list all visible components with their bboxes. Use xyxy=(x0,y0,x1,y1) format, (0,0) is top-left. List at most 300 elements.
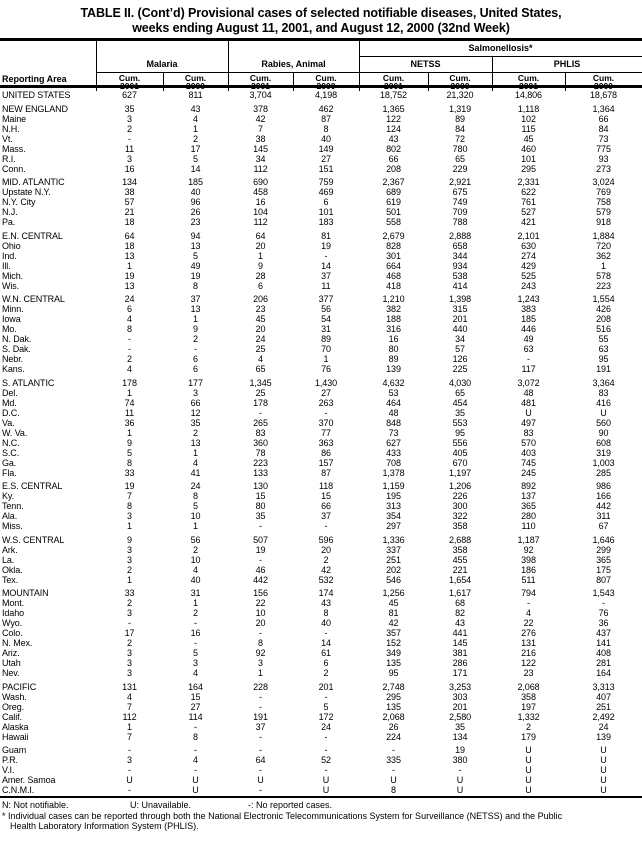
cell-value: 5 xyxy=(127,447,132,458)
row-label: NEW ENGLAND xyxy=(2,103,68,114)
cell-value: - xyxy=(527,598,530,608)
cell-value: 2 xyxy=(193,133,198,144)
row-label: Kans. xyxy=(2,364,25,374)
cell-value: 34 xyxy=(455,334,465,344)
table-title xyxy=(0,0,642,35)
cell-value: - xyxy=(128,133,131,144)
cell-value: 507 xyxy=(253,534,268,545)
cell-value: 405 xyxy=(452,447,468,458)
cell-value: 380 xyxy=(452,755,468,765)
table-row xyxy=(0,565,642,575)
table-row xyxy=(0,124,642,134)
cell-value: 807 xyxy=(596,574,611,585)
cell-value: 25 xyxy=(255,344,266,354)
row-label: Ala. xyxy=(2,511,18,521)
cell-value: 1,364 xyxy=(592,103,615,114)
table-row xyxy=(0,755,642,765)
table-row xyxy=(0,187,642,197)
cell-value: 1 xyxy=(127,260,132,271)
cell-value: 18,752 xyxy=(380,90,407,100)
cell-value: 17 xyxy=(190,143,201,154)
cell-value: 245 xyxy=(521,467,536,478)
table-row xyxy=(0,702,642,712)
cell-value: 24 xyxy=(124,294,135,304)
cell-value: 26 xyxy=(190,207,201,217)
cell-value: - xyxy=(194,638,197,648)
cell-value: 64 xyxy=(255,755,266,765)
row-label: Maine xyxy=(2,113,27,124)
cell-value: 18 xyxy=(124,217,135,227)
cell-value: 481 xyxy=(521,397,536,408)
cell-value: 1,118 xyxy=(517,103,540,114)
cell-value: 185 xyxy=(188,177,203,187)
cell-value: 441 xyxy=(452,628,468,638)
cell-value: 152 xyxy=(386,638,401,648)
cell-value: 1,554 xyxy=(592,294,615,304)
cell-value: 579 xyxy=(596,207,611,217)
cell-value: 553 xyxy=(452,417,468,428)
cell-value: 19 xyxy=(190,270,201,281)
cell-value: U xyxy=(600,755,607,765)
cell-value: 460 xyxy=(521,143,536,154)
cell-value: 3,704 xyxy=(249,90,272,100)
cell-value: 188 xyxy=(386,314,401,324)
cell-value: 383 xyxy=(521,304,536,314)
cell-value: 23 xyxy=(523,668,534,678)
table-row xyxy=(0,428,642,438)
cell-value: 7 xyxy=(127,491,132,501)
table-row xyxy=(0,588,642,598)
cell-value: 4,198 xyxy=(314,90,338,100)
row-label: Conn. xyxy=(2,163,26,174)
cell-value: 8 xyxy=(127,501,132,511)
cell-value: 1,210 xyxy=(382,294,405,304)
cell-value: 1 xyxy=(127,387,132,398)
cell-value: 178 xyxy=(253,397,268,408)
cell-value: 104 xyxy=(253,207,268,217)
cell-value: 48 xyxy=(523,387,534,398)
cell-value: 223 xyxy=(253,457,268,468)
cell-value: 89 xyxy=(321,334,331,344)
cell-value: 3 xyxy=(127,608,132,618)
cell-value: 3,072 xyxy=(517,377,540,388)
cell-value: 15 xyxy=(255,491,266,501)
cell-value: 1,332 xyxy=(517,711,540,722)
cell-value: 8 xyxy=(193,491,198,501)
table-row xyxy=(0,722,642,732)
year-label: 2001 xyxy=(519,81,538,91)
cell-value: 630 xyxy=(521,240,536,251)
cell-value: 398 xyxy=(521,554,536,565)
cell-value: 690 xyxy=(253,177,268,187)
cell-value: - xyxy=(259,745,262,755)
cell-value: 675 xyxy=(452,187,468,197)
cell-value: 664 xyxy=(386,260,401,271)
row-label: Fla. xyxy=(2,467,17,478)
cell-value: 6 xyxy=(323,658,329,668)
table-row xyxy=(0,608,642,618)
cell-value: 437 xyxy=(596,628,611,638)
row-label: Upstate N.Y. xyxy=(2,187,51,197)
legend-not-notifiable: N: Not notifiable. xyxy=(2,800,69,810)
cell-value: 6 xyxy=(323,197,329,207)
cell-value: 295 xyxy=(521,163,536,174)
table-row xyxy=(0,535,642,545)
cell-value: 56 xyxy=(190,534,201,545)
cell-value: - xyxy=(602,598,605,608)
table-row xyxy=(0,294,642,304)
region-group xyxy=(0,90,642,100)
row-label: P.R. xyxy=(2,755,18,765)
cell-value: 556 xyxy=(452,437,468,448)
table-row xyxy=(0,164,642,174)
cell-value: 344 xyxy=(452,250,468,261)
cell-value: 16 xyxy=(190,628,201,638)
cell-value: 78 xyxy=(255,447,266,458)
cell-value: 934 xyxy=(452,260,468,271)
cell-value: 538 xyxy=(452,270,468,281)
cell-value: 65 xyxy=(455,387,465,398)
cell-value: 36 xyxy=(124,417,135,428)
table-row xyxy=(0,388,642,398)
cell-value: U xyxy=(525,745,532,755)
cell-value: 35 xyxy=(455,407,465,418)
cell-value: 311 xyxy=(596,511,611,521)
cell-value: 76 xyxy=(598,608,609,618)
cell-value: 2,888 xyxy=(448,230,472,241)
cell-value: 87 xyxy=(321,467,331,478)
cell-value: 101 xyxy=(521,153,536,164)
table-row xyxy=(0,217,642,227)
cell-value: - xyxy=(128,745,131,755)
cell-value: 53 xyxy=(388,387,399,398)
cell-value: 3 xyxy=(127,511,132,521)
cell-value: 25 xyxy=(255,387,266,398)
cell-value: 407 xyxy=(596,691,611,702)
table-row xyxy=(0,692,642,702)
cell-value: 67 xyxy=(598,521,609,531)
cell-value: 365 xyxy=(521,501,536,511)
cell-value: 19 xyxy=(124,481,135,491)
cell-value: 20 xyxy=(255,618,266,628)
region-group xyxy=(0,745,642,795)
cell-value: 2 xyxy=(193,608,198,618)
cell-value: 131 xyxy=(521,638,536,648)
cell-value: 49 xyxy=(523,334,534,344)
cell-value: 40 xyxy=(321,618,331,628)
column-group-phlis: PHLIS xyxy=(553,59,581,69)
cell-value: 83 xyxy=(598,387,609,398)
cell-value: 2,068 xyxy=(517,681,540,692)
cell-value: 43 xyxy=(455,618,465,628)
cell-value: 358 xyxy=(452,521,468,531)
cell-value: 46 xyxy=(255,564,266,575)
cell-value: 1,543 xyxy=(592,588,615,598)
cell-value: - xyxy=(128,785,131,795)
cell-value: 80 xyxy=(388,344,399,354)
cell-value: 986 xyxy=(596,481,611,491)
cell-value: 828 xyxy=(386,240,401,251)
cell-value: 43 xyxy=(321,598,331,608)
cell-value: 532 xyxy=(318,574,334,585)
cell-value: 65 xyxy=(455,153,465,164)
row-label: Ga. xyxy=(2,457,17,468)
row-label: Amer. Samoa xyxy=(2,775,56,785)
cell-value: 354 xyxy=(386,511,401,521)
cell-value: 23 xyxy=(255,304,266,314)
table-row xyxy=(0,468,642,478)
row-label: Wis. xyxy=(2,280,20,291)
table-row xyxy=(0,555,642,565)
table-row xyxy=(0,765,642,775)
cell-value: 41 xyxy=(190,467,201,478)
table-row xyxy=(0,271,642,281)
cell-value: 20 xyxy=(321,544,331,555)
cell-value: 13 xyxy=(190,304,201,314)
row-label: V.I. xyxy=(2,765,15,775)
cell-value: 2,101 xyxy=(517,230,540,241)
cell-value: 1 xyxy=(193,521,198,531)
cell-value: 61 xyxy=(321,648,331,658)
cell-value: 31 xyxy=(190,588,201,598)
row-label: Hawaii xyxy=(2,731,29,742)
cell-value: 1 xyxy=(323,354,329,364)
cell-value: 3 xyxy=(127,544,132,555)
region-group xyxy=(0,378,642,478)
cell-value: 546 xyxy=(386,574,401,585)
cell-value: - xyxy=(392,745,395,755)
cell-value: 295 xyxy=(386,691,401,702)
cell-value: 243 xyxy=(521,280,536,291)
row-label: PACIFIC xyxy=(2,681,37,692)
cell-value: - xyxy=(128,334,131,344)
cell-value: 112 xyxy=(253,163,268,174)
table-row xyxy=(0,104,642,114)
cell-value: 8 xyxy=(323,123,329,134)
cell-value: 511 xyxy=(521,574,536,585)
row-label: Okla. xyxy=(2,564,23,575)
cell-value: 360 xyxy=(253,437,268,448)
table-row xyxy=(0,378,642,388)
cell-value: 418 xyxy=(386,280,401,291)
table-row xyxy=(0,491,642,501)
row-label: Wyo. xyxy=(2,618,23,628)
cell-value: - xyxy=(259,691,262,702)
cell-value: - xyxy=(194,618,197,628)
column-header-cum-2001 xyxy=(96,74,163,90)
row-label: La. xyxy=(2,554,15,565)
cum-label: Cum. xyxy=(382,73,405,83)
cell-value: 66 xyxy=(321,501,331,511)
cell-value: 43 xyxy=(190,103,201,114)
cell-value: 468 xyxy=(386,270,401,281)
cell-value: 90 xyxy=(598,427,609,438)
cell-value: U xyxy=(600,765,607,775)
cell-value: 433 xyxy=(386,447,401,458)
cell-value: 720 xyxy=(596,240,611,251)
cell-value: 6 xyxy=(193,354,198,364)
cell-value: 57 xyxy=(455,344,465,354)
cell-value: 274 xyxy=(521,250,536,261)
cum-label: Cum. xyxy=(184,73,207,83)
cell-value: 37 xyxy=(321,511,331,521)
cell-value: 9 xyxy=(127,534,132,545)
cell-value: 92 xyxy=(255,648,266,658)
cell-value: 72 xyxy=(455,133,465,144)
region-group xyxy=(0,177,642,227)
row-label: Pa. xyxy=(2,217,16,227)
legend-no-reported-cases: -: No reported cases. xyxy=(248,800,333,810)
cum-label: Cum. xyxy=(315,73,337,83)
cell-value: 183 xyxy=(318,217,334,227)
cell-value: U xyxy=(525,755,532,765)
cell-value: 4 xyxy=(193,564,198,575)
cell-value: 469 xyxy=(318,187,334,197)
cell-value: 442 xyxy=(596,501,611,511)
row-label: Utah xyxy=(2,658,21,668)
cell-value: 14 xyxy=(190,163,201,174)
cell-value: 358 xyxy=(452,544,468,555)
cell-value: U xyxy=(456,785,464,795)
column-header-cum-2000 xyxy=(163,74,228,90)
cell-value: 43 xyxy=(388,133,399,144)
cell-value: 22 xyxy=(255,598,266,608)
cell-value: - xyxy=(458,765,462,775)
table-row xyxy=(0,354,642,364)
cell-value: 416 xyxy=(596,397,611,408)
cell-value: 1,187 xyxy=(517,534,540,545)
cell-value: 608 xyxy=(596,437,611,448)
cell-value: U xyxy=(525,765,532,775)
cell-value: 87 xyxy=(321,113,331,124)
cell-value: 23 xyxy=(190,217,201,227)
cell-value: 93 xyxy=(598,153,609,164)
cell-value: 197 xyxy=(521,701,536,712)
cell-value: 33 xyxy=(124,588,135,598)
cell-value: 206 xyxy=(253,294,268,304)
row-label: Md. xyxy=(2,397,17,408)
cell-value: 1,654 xyxy=(448,574,472,585)
cell-value: 38 xyxy=(124,187,135,197)
cell-value: 14,806 xyxy=(515,90,542,100)
row-label: N.Y. City xyxy=(2,197,36,207)
cum-label: Cum. xyxy=(592,73,615,83)
cell-value: 24 xyxy=(598,721,609,732)
cell-value: 14 xyxy=(321,260,331,271)
cell-value: 201 xyxy=(452,701,468,712)
cell-value: 10 xyxy=(190,554,201,565)
cum-label: Cum. xyxy=(449,73,471,83)
cell-value: 179 xyxy=(521,731,536,742)
row-label: R.I. xyxy=(2,153,16,164)
table-row xyxy=(0,344,642,354)
row-label: Tenn. xyxy=(2,501,24,511)
row-label: S. Dak. xyxy=(2,344,31,354)
cell-value: - xyxy=(392,765,395,775)
table-row xyxy=(0,501,642,511)
year-label: 2001 xyxy=(384,81,403,91)
cell-value: - xyxy=(324,731,328,742)
table-row xyxy=(0,231,642,241)
cell-value: 64 xyxy=(124,230,135,241)
cell-value: 918 xyxy=(596,217,611,227)
row-label: N.C. xyxy=(2,437,20,448)
cell-value: 403 xyxy=(521,447,536,458)
table-row xyxy=(0,324,642,334)
header-rule-salmonellosis xyxy=(359,56,642,57)
row-label: N.J. xyxy=(2,207,18,217)
cell-value: 68 xyxy=(455,598,465,608)
cell-value: 11 xyxy=(124,143,135,154)
cell-value: 1,003 xyxy=(592,457,615,468)
cell-value: - xyxy=(259,731,262,742)
cell-value: - xyxy=(324,745,328,755)
cell-value: 96 xyxy=(190,197,201,207)
cell-value: 527 xyxy=(521,207,536,217)
cell-value: 35 xyxy=(190,417,201,428)
row-label: Wash. xyxy=(2,691,27,702)
cell-value: 280 xyxy=(521,511,536,521)
cell-value: 112 xyxy=(253,217,268,227)
cell-value: 36 xyxy=(598,618,609,628)
cell-value: 3 xyxy=(193,658,198,668)
cell-value: 1,365 xyxy=(382,103,405,114)
cell-value: 2,921 xyxy=(448,177,472,187)
cell-value: - xyxy=(128,765,131,775)
cell-value: 570 xyxy=(521,437,536,448)
column-group-malaria: Malaria xyxy=(146,59,178,69)
cell-value: 66 xyxy=(190,397,201,408)
cell-value: 208 xyxy=(386,163,401,174)
cell-value: 313 xyxy=(386,501,401,511)
cell-value: 84 xyxy=(455,123,465,134)
cell-value: 251 xyxy=(386,554,401,565)
cell-value: 164 xyxy=(596,668,611,678)
cell-value: 335 xyxy=(386,755,401,765)
cell-value: - xyxy=(194,721,197,732)
cell-value: 1,206 xyxy=(448,481,472,491)
cell-value: 83 xyxy=(523,427,534,438)
cell-value: 3 xyxy=(127,648,132,658)
row-label: W.S. CENTRAL xyxy=(2,534,65,545)
column-header-reporting-area: Reporting Area xyxy=(2,74,67,84)
row-label: Idaho xyxy=(2,608,25,618)
cell-value: 45 xyxy=(255,314,266,324)
cell-value: 13 xyxy=(124,250,135,261)
cell-value: 42 xyxy=(321,564,331,575)
cell-value: 3 xyxy=(127,755,132,765)
table-row xyxy=(0,408,642,418)
cell-value: 5 xyxy=(193,501,198,511)
cell-value: 1,646 xyxy=(592,534,615,545)
cell-value: 892 xyxy=(521,481,536,491)
cell-value: 2,688 xyxy=(448,534,472,545)
cell-value: 135 xyxy=(386,658,401,668)
cell-value: 145 xyxy=(253,143,268,154)
cell-value: U xyxy=(525,407,532,418)
cell-value: 15 xyxy=(190,691,201,702)
cell-value: 145 xyxy=(452,638,468,648)
cell-value: 1 xyxy=(127,427,132,438)
cell-value: 769 xyxy=(596,187,611,197)
cell-value: U xyxy=(192,785,199,795)
cell-value: 497 xyxy=(521,417,536,428)
table-row xyxy=(0,658,642,668)
cell-value: 208 xyxy=(596,314,611,324)
cum-label: Cum. xyxy=(249,73,272,83)
row-label: Miss. xyxy=(2,521,23,531)
cell-value: 381 xyxy=(452,648,468,658)
